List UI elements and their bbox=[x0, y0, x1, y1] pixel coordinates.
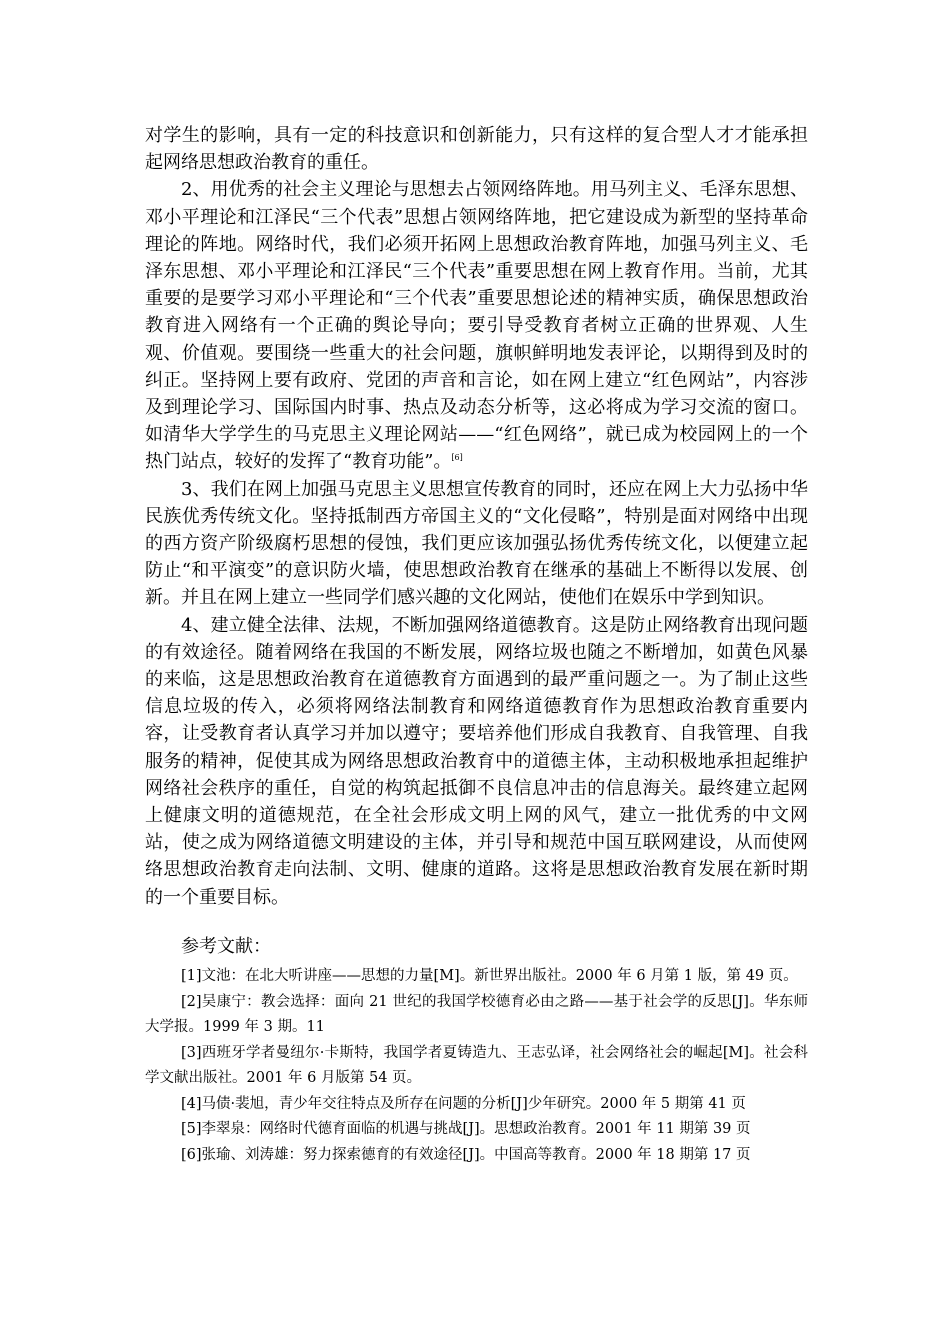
reference-item: [4]马债·裴旭，青少年交往特点及所存在问题的分析[J]少年研究。2000 年 5 期第 41 页 bbox=[181, 1095, 746, 1112]
body-paragraph-3: 3、我们在网上加强马克思主义思想宣传教育的同时，还应在网上大力弘扬中华民族优秀传统文化。坚持抵制西方帝国主义的“文化侵略”，特别是面对网络中出现的西方资产阶级腐朽思想的侵蚀，我们更应该加强弘扬优秀传统文化，以便建立起防止“和平演变”的意识防火墙，使思想政治教育在继承的基础上不断得以发展、创新。并且在网上建立一些同学们感兴趣的文化网站，使他们在娱乐中学到知识。 bbox=[145, 478, 808, 609]
references-heading: 参考文献： bbox=[181, 935, 271, 957]
reference-item: [1]文池：在北大听讲座——思想的力量[M]。新世界出版社。2000 年 6 月第 1 版，第 49 页。 bbox=[181, 968, 798, 985]
body-paragraph-4: 4、建立健全法律、法规，不断加强网络道德教育。这是防止网络教育出现问题的有效途径。随着网络在我国的不断发展，网络垃圾也随之不断增加，如黄色风暴的来临，这是思想政治教育在道德教育方面遇到的最严重问题之一。为了制止这些信息垃圾的传入，必须将网络法制教育和网络道德教育作为思想政治教育重要内容，让受教育者认真学习并加以遵守；要培养他们形成自我教育、自我管理、自我服务的精神，促使其成为网络思想政治教育中的道德主体，主动积极地承担起维护网络社会秩序的重任，自觉的构筑起抵御不良信息冲击的信息海关。最终建立起网上健康文明的道德规范，在全社会形成文明上网的风气，建立一批优秀的中文网站，使之成为网络道德文明建设的主体，并引导和规范中国互联网建设，从而使网络思想政治教育走向法制、文明、健康的道路。这将是思想政治教育发展在新时期的一个重要目标。 bbox=[145, 614, 808, 908]
paragraph-text: 2、用优秀的社会主义理论与思想去占领网络阵地。用马列主义、毛泽东思想、邓小平理论和江泽民“三个代表”思想占领网络阵地，把它建设成为新型的坚持革命理论的阵地。网络时代，我们必须开拓网上思想政治教育阵地，加强马列主义、毛泽东思想、邓小平理论和江泽民“三个代表”重要思想在网上教育作用。当前，尤其重要的是要学习邓小平理论和“三个代表”重要思想论述的精神实质，确保思想政治教育进入网络有一个正确的舆论导向；要引导受教育者树立正确的世界观、人生观、价值观。要围绕一些重大的社会问题，旗帜鲜明地发表评论，以期得到及时的纠正。坚持网上要有政府、党团的声音和言论，如在网上建立“红色网站”，内容涉及到理论学习、国际国内时事、热点及动态分析等，这必将成为学习交流的窗口。如清华大学学生的马克思主义理论网站——“红色网络”，就已成为校园网上的一个热门站点，较好的发挥了“教育功能”。 bbox=[145, 179, 808, 473]
document-page bbox=[145, 122, 808, 1168]
reference-item: [2]吴康宁：教会选择：面向 21 世纪的我国学校德育必由之路——基于社会学的反思[J]。华东师大学报。1999 年 3 期。11 bbox=[145, 993, 808, 1036]
reference-item: [6]张瑜、刘涛雄：努力探索德育的有效途径[J]。中国高等教育。2000 年 18 期第 17 页 bbox=[181, 1146, 751, 1163]
reference-item: [3]西班牙学者曼纽尔·卡斯特，我国学者夏铸造九、王志弘译，社会网络社会的崛起[M]。社会科学文献出版社。2001 年 6 月版第 54 页。 bbox=[145, 1044, 808, 1087]
citation-marker: [6] bbox=[451, 453, 463, 463]
body-paragraph-continuation: 对学生的影响，具有一定的科技意识和创新能力，只有这样的复合型人才才能承担起网络思想政治教育的重任。 bbox=[145, 125, 808, 174]
reference-item: [5]李翠泉：网络时代德育面临的机遇与挑战[J]。思想政治教育。2001 年 11 期第 39 页 bbox=[181, 1121, 751, 1138]
body-paragraph-2 bbox=[145, 176, 808, 475]
